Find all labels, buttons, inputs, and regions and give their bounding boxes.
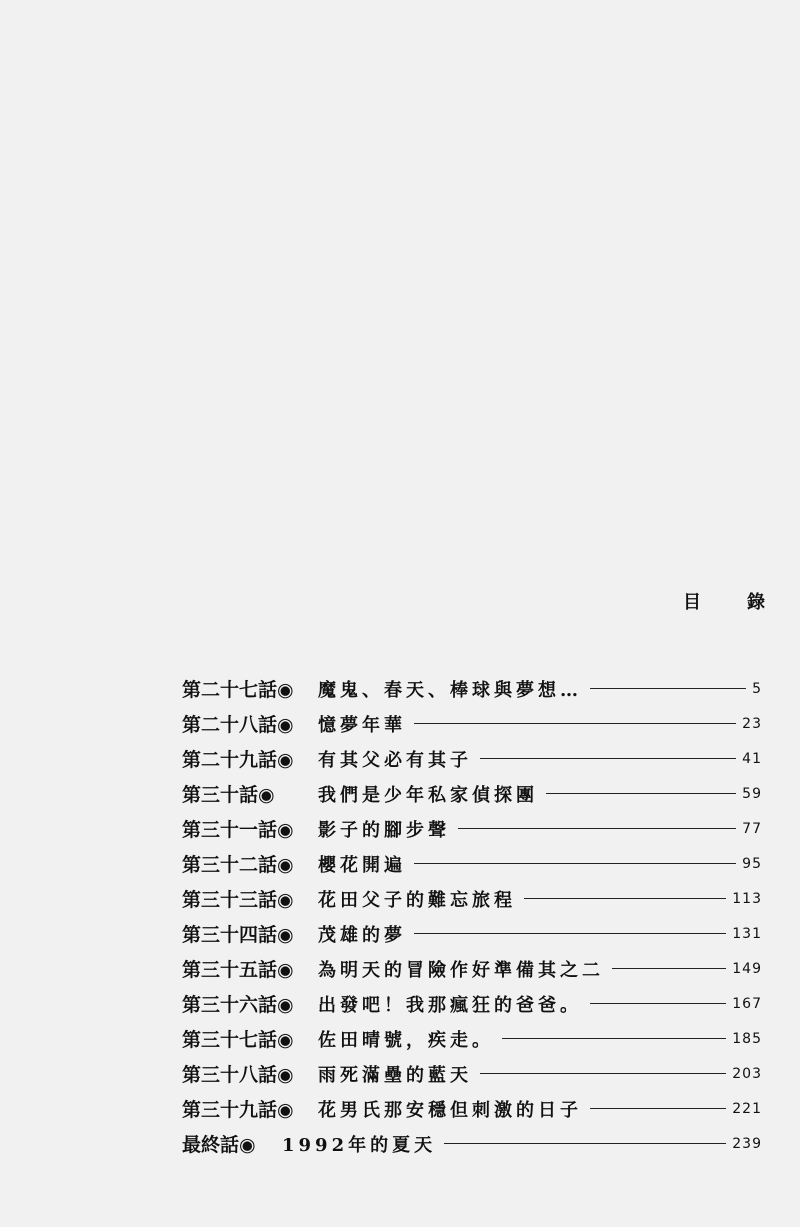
toc-heading: 目 錄 xyxy=(683,592,779,613)
page-number: 41 xyxy=(742,750,762,767)
chapter-number: 第三十話◉ xyxy=(182,784,275,806)
chapter-title: 雨死滿壘的藍天 xyxy=(318,1064,472,1086)
leader-line xyxy=(524,898,726,899)
chapter-number: 第三十五話◉ xyxy=(182,959,294,981)
page-number: 23 xyxy=(742,715,762,732)
leader-line xyxy=(414,933,726,934)
page-number: 203 xyxy=(732,1065,762,1082)
chapter-title: 有其父必有其子 xyxy=(318,749,472,771)
toc-entry xyxy=(182,811,762,846)
chapter-number: 第三十四話◉ xyxy=(182,924,294,946)
chapter-title: 櫻花開遍 xyxy=(318,854,406,876)
leader-line xyxy=(590,688,746,689)
page-number: 5 xyxy=(752,680,762,697)
chapter-title: 憶夢年華 xyxy=(318,714,406,736)
chapter-title: 佐田晴號，疾走。 xyxy=(318,1029,494,1051)
toc-entry xyxy=(182,986,762,1021)
chapter-number: 第三十九話◉ xyxy=(182,1099,294,1121)
toc-entry xyxy=(182,1126,762,1161)
toc-entry xyxy=(182,776,762,811)
chapter-number: 第三十六話◉ xyxy=(182,994,294,1016)
chapter-title: 花男氏那安穩但刺激的日子 xyxy=(318,1099,582,1121)
toc-entry xyxy=(182,881,762,916)
leader-line xyxy=(480,758,736,759)
leader-line xyxy=(612,968,726,969)
page-number: 77 xyxy=(742,820,762,837)
leader-line xyxy=(590,1108,726,1109)
page-number: 185 xyxy=(732,1030,762,1047)
page-number: 149 xyxy=(732,960,762,977)
leader-line xyxy=(414,723,736,724)
leader-line xyxy=(590,1003,726,1004)
chapter-number: 第二十九話◉ xyxy=(182,749,294,771)
leader-line xyxy=(444,1143,726,1144)
chapter-number: 最終話◉ xyxy=(182,1134,256,1156)
chapter-number: 第三十一話◉ xyxy=(182,819,294,841)
page-number: 221 xyxy=(732,1100,762,1117)
page-number: 95 xyxy=(742,855,762,872)
chapter-number: 第二十七話◉ xyxy=(182,679,294,701)
toc-entry xyxy=(182,1056,762,1091)
chapter-title: 我們是少年私家偵探團 xyxy=(318,784,538,806)
chapter-title: 影子的腳步聲 xyxy=(318,819,450,841)
leader-line xyxy=(502,1038,726,1039)
toc-entry xyxy=(182,1021,762,1056)
toc-entry xyxy=(182,951,762,986)
page-number: 59 xyxy=(742,785,762,802)
chapter-title: 1992年的夏天 xyxy=(282,1134,437,1156)
chapter-number: 第三十三話◉ xyxy=(182,889,294,911)
chapter-title: 花田父子的難忘旅程 xyxy=(318,889,516,911)
chapter-number: 第三十七話◉ xyxy=(182,1029,294,1051)
chapter-title: 為明天的冒險作好準備其之二 xyxy=(318,959,604,981)
page-number: 167 xyxy=(732,995,762,1012)
toc-entry xyxy=(182,741,762,776)
toc-entry xyxy=(182,1091,762,1126)
toc-list xyxy=(182,671,762,1161)
page-number: 113 xyxy=(732,890,762,907)
toc-entry xyxy=(182,706,762,741)
toc-entry xyxy=(182,916,762,951)
leader-line xyxy=(414,863,736,864)
chapter-title: 出發吧！我那瘋狂的爸爸。 xyxy=(318,994,582,1016)
chapter-number: 第三十二話◉ xyxy=(182,854,294,876)
chapter-title: 茂雄的夢 xyxy=(318,924,406,946)
leader-line xyxy=(546,793,736,794)
leader-line xyxy=(480,1073,726,1074)
chapter-number: 第二十八話◉ xyxy=(182,714,294,736)
toc-entry xyxy=(182,671,762,706)
page-number: 239 xyxy=(732,1135,762,1152)
chapter-title: 魔鬼、春天、棒球與夢想… xyxy=(318,679,582,701)
toc-entry xyxy=(182,846,762,881)
leader-line xyxy=(458,828,736,829)
page-number: 131 xyxy=(732,925,762,942)
chapter-number: 第三十八話◉ xyxy=(182,1064,294,1086)
